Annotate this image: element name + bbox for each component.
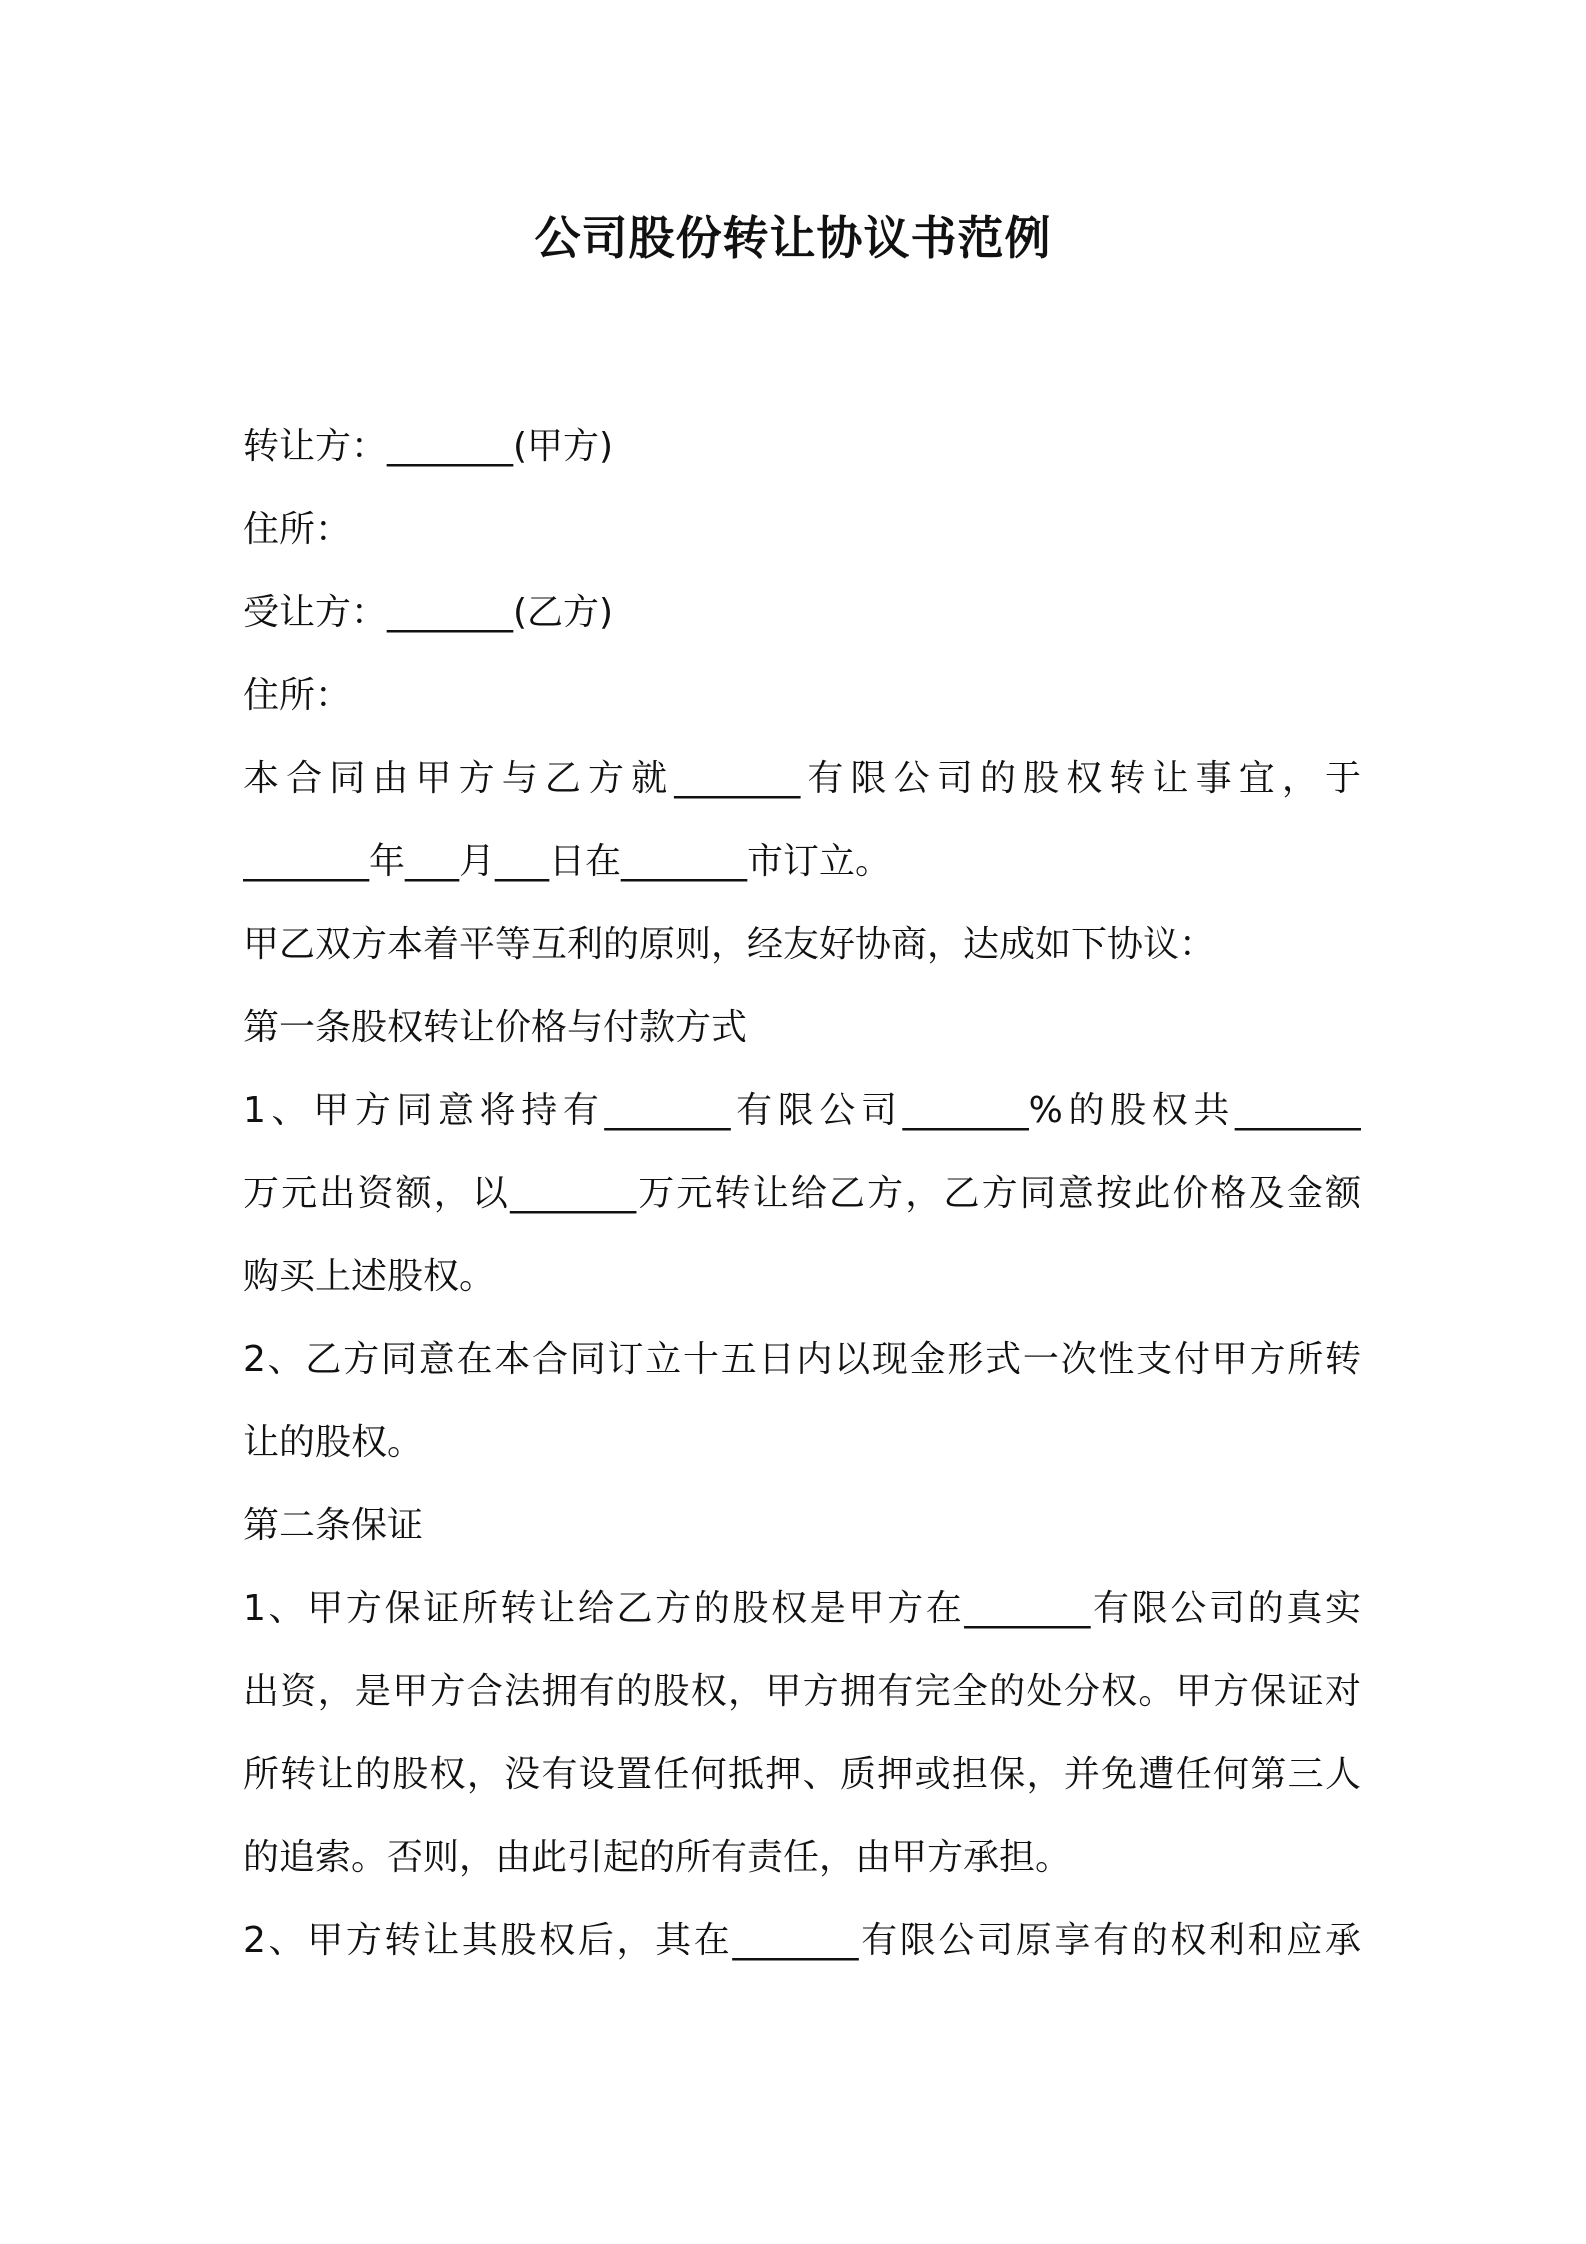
document-body [243, 405, 1361, 1982]
article-two-clause-2-line-1: 2、甲方转让其股权后，其在_______有限公司原享有的权利和应承 [243, 1920, 1361, 1961]
transferee-address-line: 住所： [243, 675, 352, 716]
document-title: 公司股份转让协议书范例 [534, 211, 1052, 265]
article-two-clause-1-line-2: 出资，是甲方合法拥有的股权，甲方拥有完全的处分权。甲方保证对 [243, 1671, 1361, 1712]
article-one-clause-1-line-2: 万元出资额，以_______万元转让给乙方，乙方同意按此价格及金额 [243, 1173, 1361, 1214]
contract-date-line: _______年___月___日在_______市订立。 [243, 841, 892, 882]
article-one-heading: 第一条股权转让价格与付款方式 [243, 1007, 748, 1048]
transferor-address-line: 住所： [243, 509, 352, 550]
article-one-clause-2-line-2: 让的股权。 [243, 1422, 424, 1463]
transferor-line: 转让方：_______(甲方) [243, 426, 614, 467]
article-one-clause-1-line-1: 1、甲方同意将持有_______有限公司_______%的股权共_______ [243, 1090, 1361, 1131]
article-one-clause-1-line-3: 购买上述股权。 [243, 1256, 496, 1297]
article-two-clause-1-line-1: 1、甲方保证所转让给乙方的股权是甲方在_______有限公司的真实 [243, 1588, 1361, 1629]
article-two-heading: 第二条保证 [243, 1505, 424, 1546]
article-two-clause-1-line-4: 的追索。否则，由此引起的所有责任，由甲方承担。 [243, 1837, 1072, 1878]
transferee-line: 受让方：_______(乙方) [243, 592, 614, 633]
article-two-clause-1-line-3: 所转让的股权，没有设置任何抵押、质押或担保，并免遭任何第三人 [243, 1754, 1361, 1795]
article-one-clause-2-line-1: 2、乙方同意在本合同订立十五日内以现金形式一次性支付甲方所转 [243, 1339, 1361, 1380]
contract-intro-line: 本合同由甲方与乙方就_______有限公司的股权转让事宜，于 [243, 758, 1361, 799]
agreement-preamble-line: 甲乙双方本着平等互利的原则，经友好协商，达成如下协议： [243, 924, 1216, 965]
